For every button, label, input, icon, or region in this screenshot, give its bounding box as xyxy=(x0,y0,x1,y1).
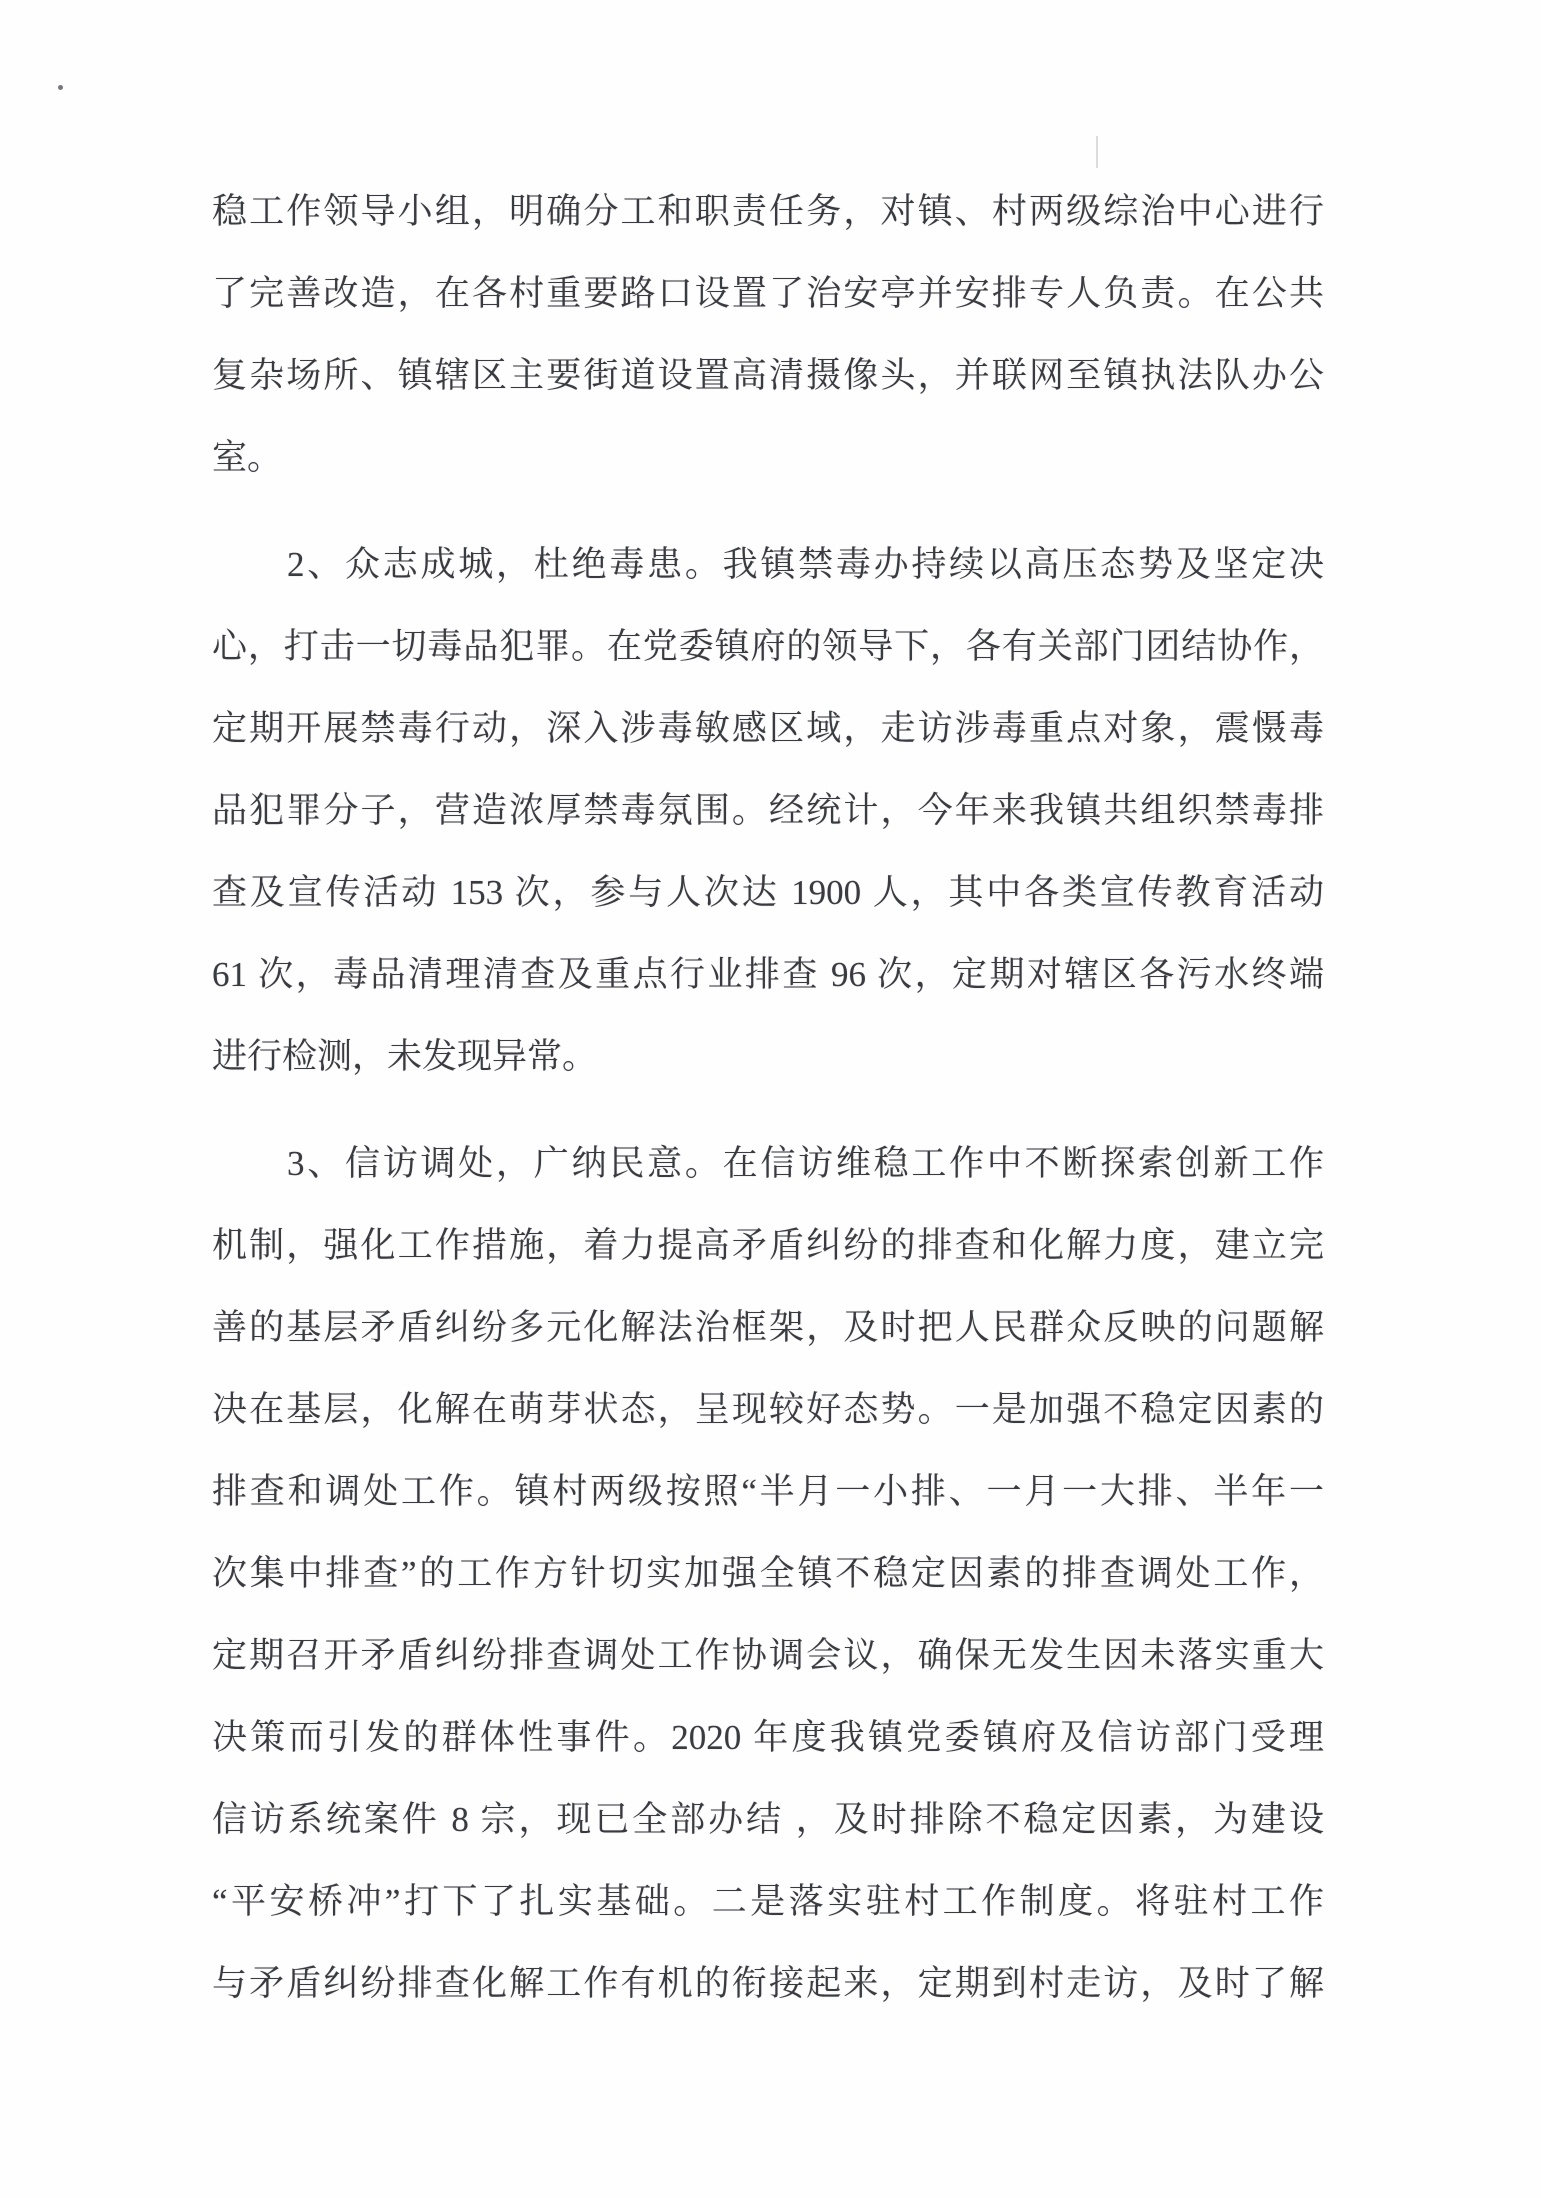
text-line: 复杂场所、镇辖区主要街道设置高清摄像头，并联网至镇执法队办公 xyxy=(212,356,1324,395)
text-line: 了完善改造，在各村重要路口设置了治安亭并安排专人负责。在公共 xyxy=(212,274,1324,313)
text-line: 61 次，毒品清理清查及重点行业排查 96 次，定期对辖区各污水终端 xyxy=(212,955,1324,994)
text-line: 信访系统案件 8 宗，现已全部办结 ，及时排除不稳定因素，为建设 xyxy=(212,1800,1324,1839)
text-line: 进行检测，未发现异常。 xyxy=(212,1037,598,1076)
text-line-paragraph-2-start: 2、众志成城，杜绝毒患。我镇禁毒办持续以高压态势及坚定决 xyxy=(287,545,1324,584)
body-text-block xyxy=(212,171,1324,2025)
text-line: 品犯罪分子，营造浓厚禁毒氛围。经统计，今年来我镇共组织禁毒排 xyxy=(212,791,1324,830)
text-line: “平安桥冲”打下了扎实基础。二是落实驻村工作制度。将驻村工作 xyxy=(212,1882,1324,1921)
text-line: 室。 xyxy=(212,438,283,477)
scan-faint-mark xyxy=(1096,136,1098,168)
text-line: 查及宣传活动 153 次，参与人次达 1900 人，其中各类宣传教育活动 xyxy=(212,873,1324,912)
text-line: 心，打击一切毒品犯罪。在党委镇府的领导下，各有关部门团结协作， xyxy=(212,627,1324,666)
text-line: 稳工作领导小组，明确分工和职责任务，对镇、村两级综治中心进行 xyxy=(212,192,1324,231)
text-line: 决在基层，化解在萌芽状态，呈现较好态势。一是加强不稳定因素的 xyxy=(212,1390,1324,1429)
scan-speck xyxy=(58,85,63,90)
text-line: 定期开展禁毒行动，深入涉毒敏感区域，走访涉毒重点对象，震慑毒 xyxy=(212,709,1324,748)
text-line: 决策而引发的群体性事件。2020 年度我镇党委镇府及信访部门受理 xyxy=(212,1718,1324,1757)
text-line: 次集中排查”的工作方针切实加强全镇不稳定因素的排查调处工作， xyxy=(212,1554,1324,1593)
text-line: 定期召开矛盾纠纷排查调处工作协调会议，确保无发生因未落实重大 xyxy=(212,1636,1324,1675)
text-line-paragraph-3-start: 3、信访调处，广纳民意。在信访维稳工作中不断探索创新工作 xyxy=(287,1144,1324,1183)
text-line: 机制，强化工作措施，着力提高矛盾纠纷的排查和化解力度，建立完 xyxy=(212,1226,1324,1265)
text-line: 与矛盾纠纷排查化解工作有机的衔接起来，定期到村走访，及时了解 xyxy=(212,1964,1324,2003)
text-line: 善的基层矛盾纠纷多元化解法治框架，及时把人民群众反映的问题解 xyxy=(212,1308,1324,1347)
text-line: 排查和调处工作。镇村两级按照“半月一小排、一月一大排、半年一 xyxy=(212,1472,1324,1511)
